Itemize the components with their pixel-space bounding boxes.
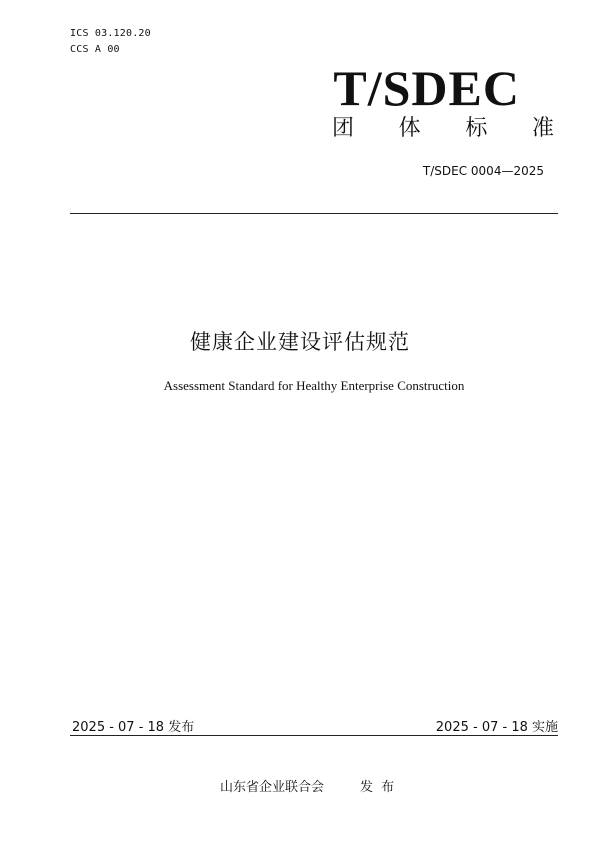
- publish-label: 发 布: [360, 780, 397, 795]
- ics-code: ICS 03.120.20: [70, 28, 151, 39]
- standard-number: T/SDEC 0004—2025: [422, 164, 544, 178]
- ccs-code: CCS A 00: [70, 44, 120, 55]
- issue-date: 2025 - 07 - 18 发布: [72, 720, 195, 735]
- standard-type-label: [332, 116, 554, 142]
- standard-brand-logo: T/SDEC: [333, 60, 520, 116]
- implementation-date: 2025 - 07 - 18 实施: [435, 720, 558, 735]
- document-title-chinese: 健康企业建设评估规范: [190, 330, 410, 354]
- top-divider: [70, 213, 558, 214]
- standard-type-char: 体: [398, 116, 421, 141]
- document-title-english: Assessment Standard for Healthy Enterprise Construction: [163, 378, 465, 393]
- standard-type-char: 标: [465, 116, 488, 141]
- standard-type-char: 团: [332, 116, 355, 141]
- standard-type-char: 准: [531, 116, 554, 141]
- bottom-divider: [70, 735, 558, 736]
- publisher-name: 山东省企业联合会: [220, 780, 325, 795]
